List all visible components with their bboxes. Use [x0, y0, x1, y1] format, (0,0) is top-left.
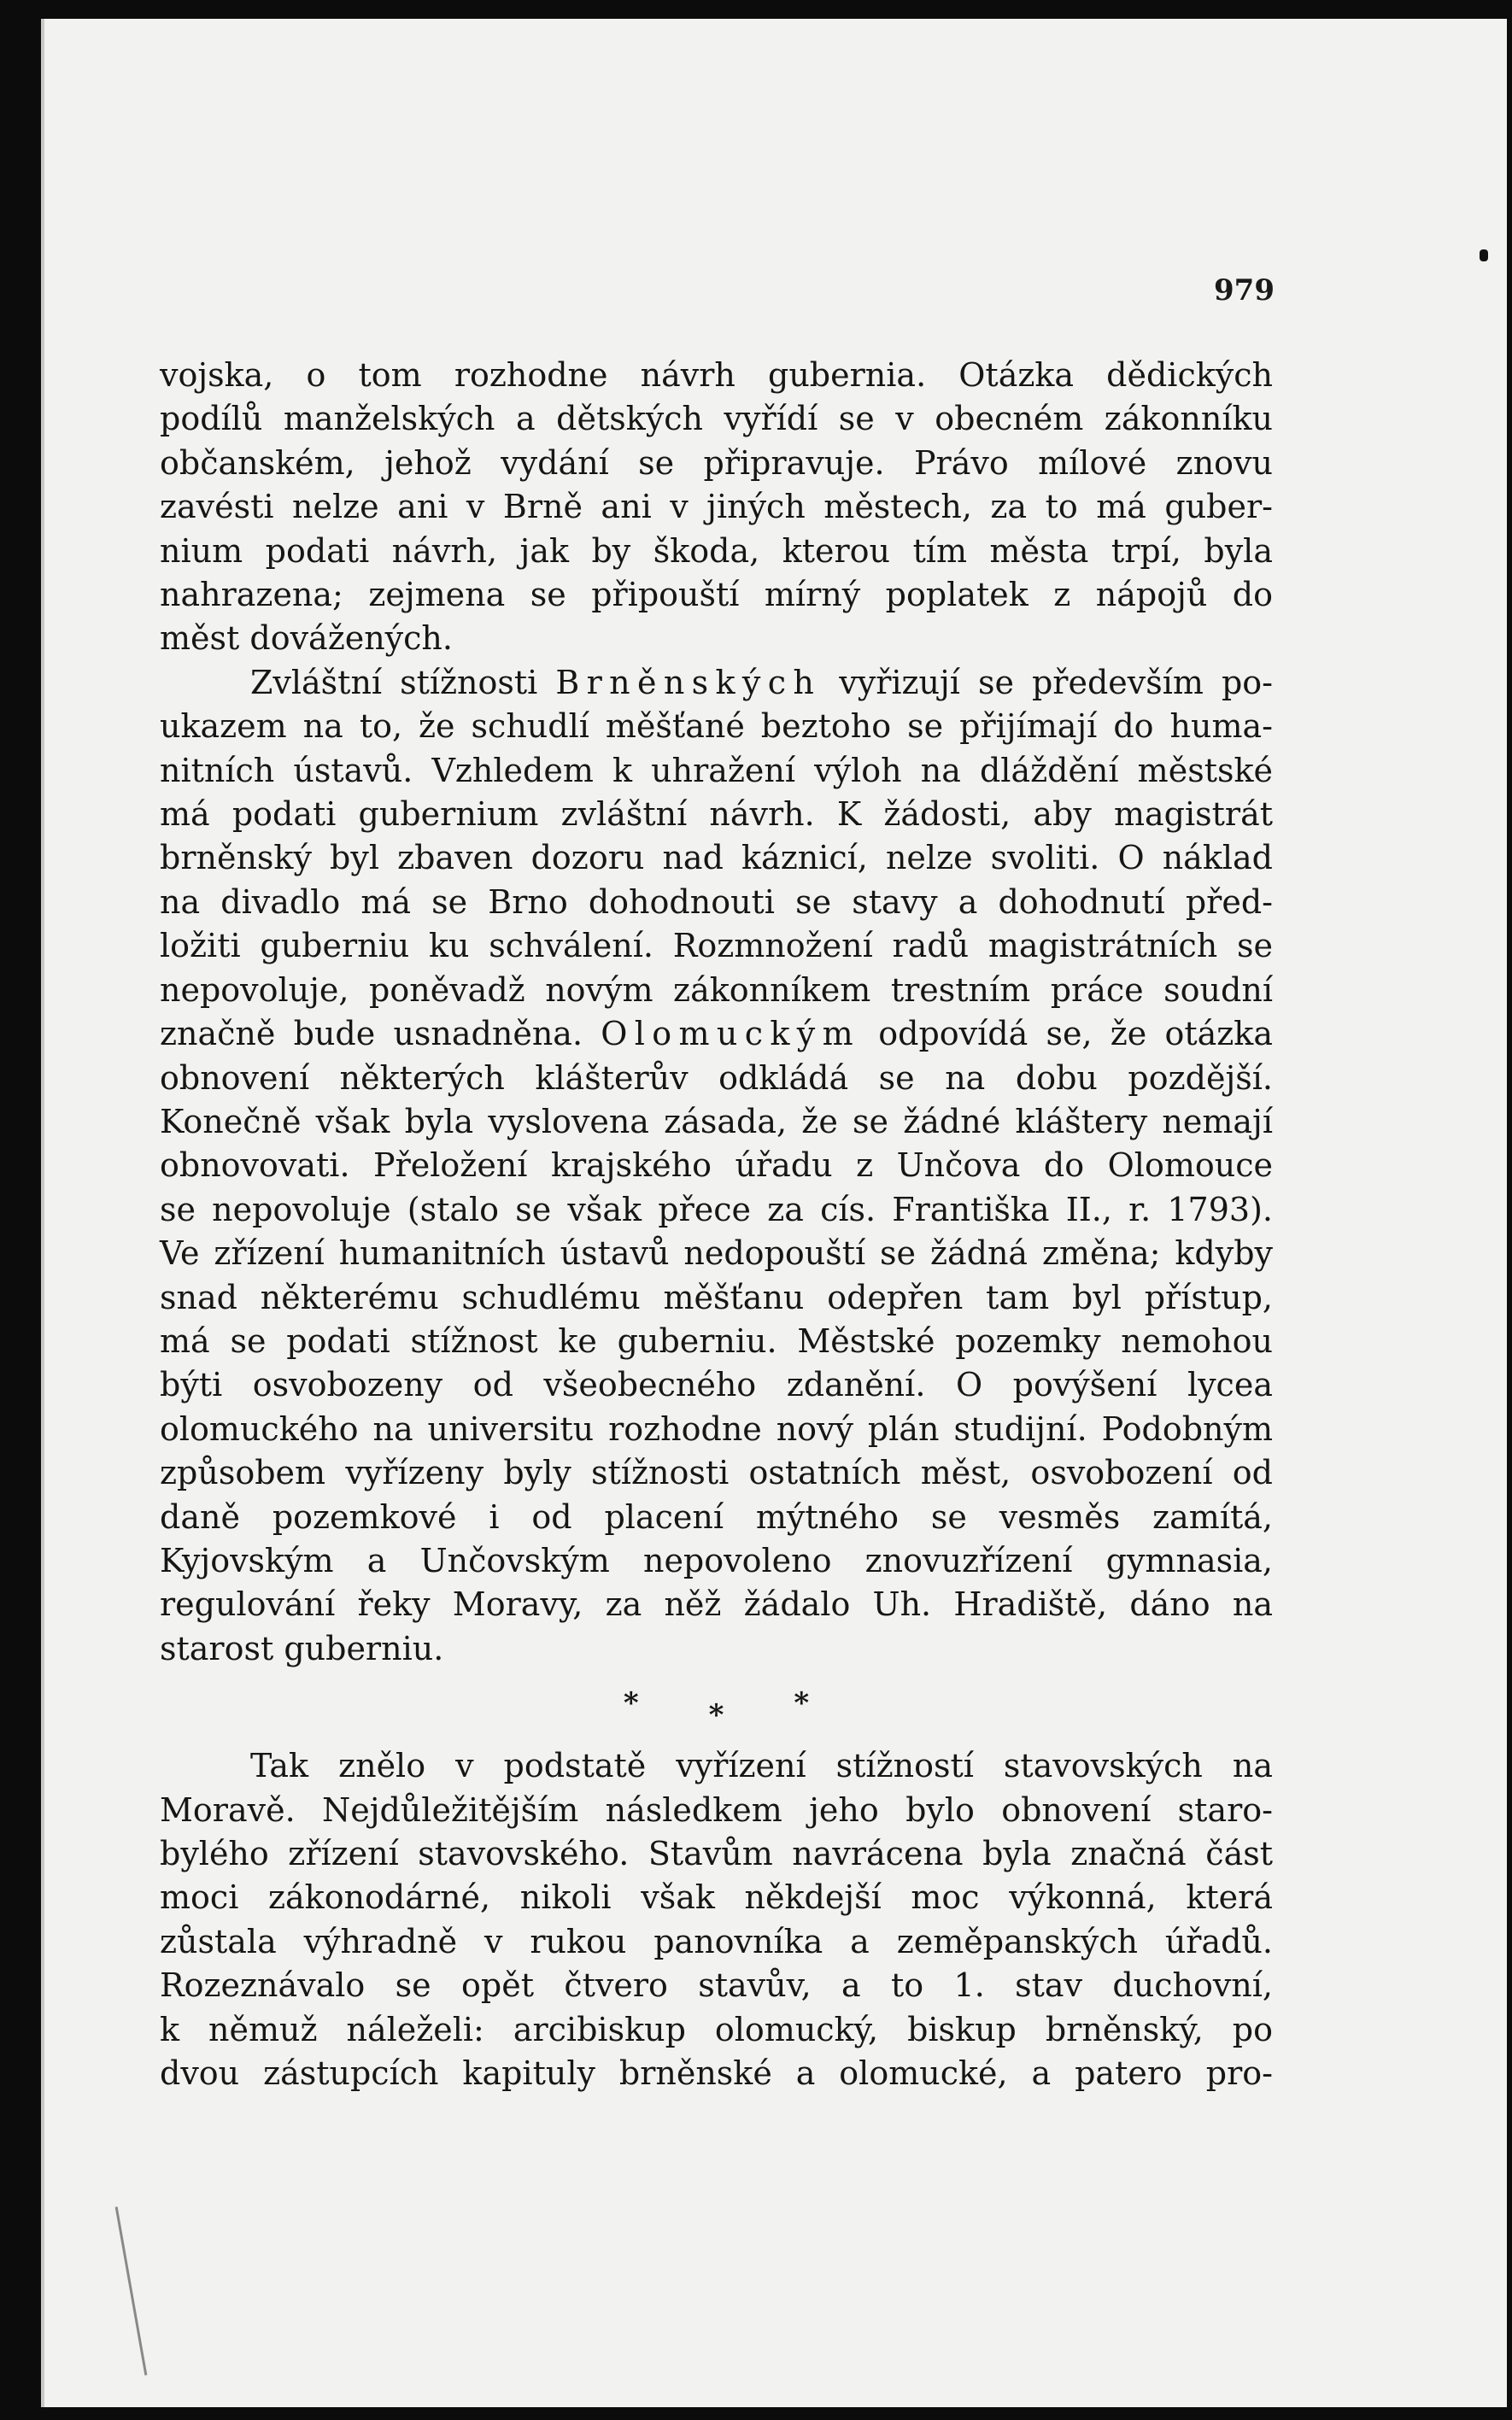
text-line: obnovovati. Přeložení krajského úřadu z Unčova do Olomouce [160, 1146, 1273, 1185]
text-line: obnovení některých klášterův odkládá se na dobu pozdější. [160, 1058, 1273, 1097]
text-line: má se podati stížnost ke guberniu. Městské pozemky nemohou [160, 1321, 1273, 1360]
paragraph-2-a [160, 705, 1273, 1012]
text-line: má podati gubernium zvláštní návrh. K žádosti, aby magistrát [160, 795, 1273, 834]
text-run: Zvláštní stížnosti [250, 663, 556, 701]
page-number: 979 [1214, 273, 1275, 308]
text-line: zavésti nelze ani v Brně ani v jiných městech, za to má guber- [160, 488, 1273, 526]
text-line: býti osvobozeny od všeobecného zdanění. O povýšení lycea [160, 1366, 1273, 1404]
text-line: Kyjovským a Unčovským nepovoleno znovuzřízení gymnasia, [160, 1541, 1273, 1579]
text-line: daně pozemkové i od placení mýtného se vesměs zamítá, [160, 1497, 1273, 1536]
text-line: Ve zřízení humanitních ústavů nedopouští se žádná změna; kdyby [160, 1234, 1273, 1273]
scan-speck [1480, 249, 1488, 261]
separator-star: * [708, 1698, 724, 1733]
text-line: se nepovoluje (stalo se však přece za cís. Františka II., r. 1793). [160, 1190, 1273, 1228]
separator-star: * [794, 1686, 810, 1721]
text-line: způsobem vyřízeny byly stížnosti ostatních měst, osvobození od [160, 1454, 1273, 1492]
text-line: nitních ústavů. Vzhledem k uhražení výloh na dláždění městské [160, 751, 1273, 789]
text-line: olomuckého na universitu rozhodne nový plán studijní. Podobným [160, 1409, 1273, 1448]
text-line: moci zákonodárné, nikoli však někdejší moc výkonná, která [160, 1878, 1273, 1917]
text-block [160, 354, 1273, 2095]
text-line: na divadlo má se Brno dohodnouti se stavy a dohodnutí před- [160, 882, 1273, 921]
section-separator [160, 1674, 1273, 1734]
paragraph-3-first-line [160, 1744, 1273, 1788]
text-line: ložiti guberniu ku schválení. Rozmnožení radů magistrátních se [160, 927, 1273, 965]
text-line: nium podati návrh, jak by škoda, kterou tím města trpí, byla [160, 531, 1273, 570]
text-run: odpovídá se, že otázka [860, 1015, 1273, 1053]
text-line: občanském, jehož vydání se připravuje. Právo mílové znovu [160, 443, 1273, 482]
text-line: Konečně však byla vyslovena zásada, že se žádné kláštery nemají [160, 1102, 1273, 1140]
scan-scratch [115, 2206, 148, 2375]
paragraph-1-end [160, 617, 1273, 660]
paragraph-1 [160, 354, 1273, 617]
text-line: dvou zástupcích kapituly brněnské a olomucké, a patero pro- [160, 2054, 1273, 2093]
text-line: Rozeznávalo se opět čtvero stavův, a to 1. stav duchovní, [160, 1966, 1273, 2005]
text-line: starost guberniu. [160, 1629, 444, 1667]
scanned-page [41, 19, 1507, 2407]
paragraph-2-first-line [160, 661, 1273, 705]
paragraph-3 [160, 1789, 1273, 2096]
text-line: zůstala výhradně v rukou panovníka a zeměpanských úřadů. [160, 1922, 1273, 1960]
text-line: Tak znělo v podstatě vyřízení stížností stavovských na [250, 1747, 1273, 1785]
text-line: k němuž náleželi: arcibiskup olomucký, biskup brněnský, po [160, 2010, 1273, 2048]
text-line: regulování řeky Moravy, za něž žádalo Uh. Hradiště, dáno na [160, 1585, 1273, 1624]
text-line: měst dovážených. [160, 619, 453, 658]
text-line: bylého zřízení stavovského. Stavům navrácena byla značná část [160, 1835, 1273, 1872]
text-line: vojska, o tom rozhodne návrh gubernia. Otázka dědických [160, 356, 1273, 394]
separator-star: * [623, 1686, 639, 1721]
paragraph-2-end [160, 1627, 1273, 1671]
text-line: snad některému schudlému měšťanu odepřen tam byl přístup, [160, 1278, 1273, 1316]
text-run: vyřizují se především po- [821, 663, 1273, 701]
text-line: Moravě. Nejdůležitějším následkem jeho bylo obnovení staro- [160, 1790, 1273, 1829]
text-run: značně bude usnadněna. [160, 1015, 601, 1053]
text-line: nepovoluje, poněvadž novým zákonníkem trestním práce soudní [160, 970, 1273, 1009]
text-line: nahrazena; zejmena se připouští mírný poplatek z nápojů do [160, 576, 1273, 614]
paragraph-2-b [160, 1057, 1273, 1627]
text-line: ukazem na to, že schudlí měšťané beztoho se přijímají do huma- [160, 707, 1273, 746]
text-line: brněnský byl zbaven dozoru nad káznicí, nelze svoliti. O náklad [160, 839, 1273, 877]
paragraph-2-olomouc-line [160, 1012, 1273, 1056]
text-line: podílů manželských a dětských vyřídí se v obecném zákonníku [160, 400, 1273, 438]
spaced-word-olomucky: Olomuckým [601, 1015, 861, 1053]
spaced-word-brnensky: Brněnských [555, 663, 822, 701]
